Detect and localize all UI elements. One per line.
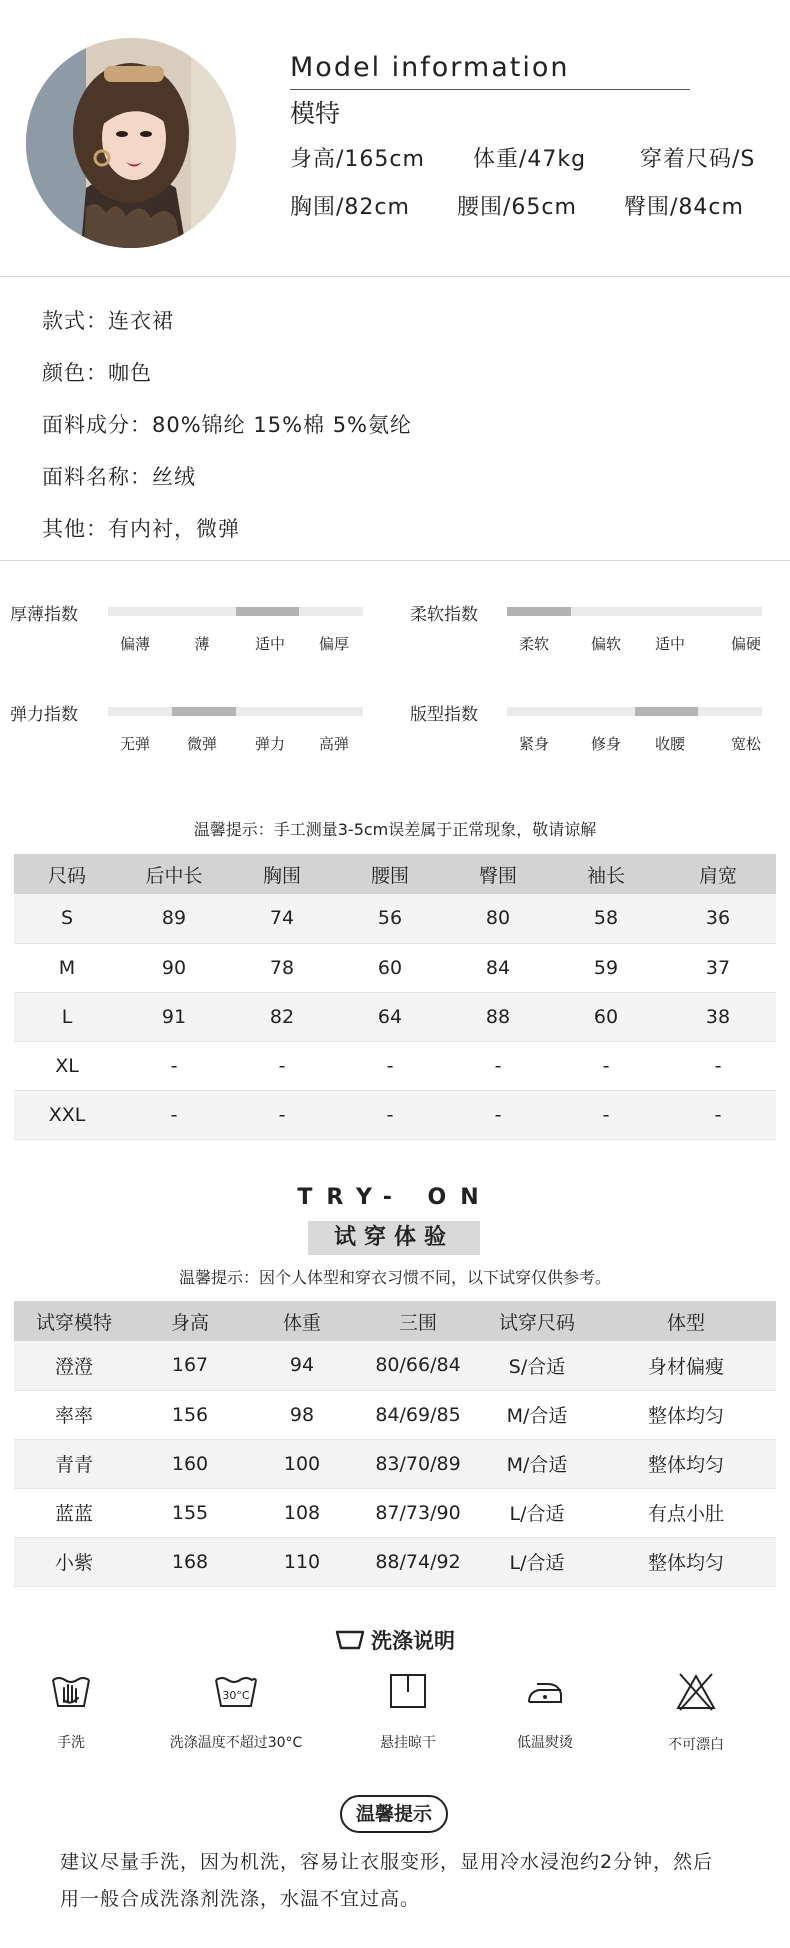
table-cell: 84/69/85 [358,1390,478,1439]
tryon-table [14,1301,776,1587]
index-label: 偏薄 [119,635,151,653]
index-track [507,707,762,716]
model-info-subtitle: 模特 [290,99,341,128]
table-cell: S/合适 [478,1341,596,1390]
index-label: 柔软 [518,635,550,653]
index-selected-segment [507,607,571,616]
model-info-title: Model information [290,52,570,83]
table-cell: 90 [120,943,228,992]
index-label: 微弹 [186,735,218,753]
index-label: 无弹 [119,735,151,753]
table-cell: 80/66/84 [358,1341,478,1390]
tryon-title-en: TRY- ON [297,1185,493,1210]
model-weight: 体重/47kg [473,147,587,172]
model-height: 身高/165cm [290,147,425,172]
table-cell: 83/70/89 [358,1439,478,1488]
table-header-cell: 腰围 [336,854,444,894]
table-cell: - [552,1090,660,1139]
wash-label: 不可漂白 [668,1737,724,1753]
table-cell: 110 [246,1537,358,1586]
table-cell: 整体均匀 [596,1439,776,1488]
index-track [507,607,762,616]
tips-badge: 温馨提示 [340,1795,448,1833]
table-cell: M [14,943,120,992]
table-cell: 有点小肚 [596,1488,776,1537]
divider [0,276,790,277]
table-cell: - [336,1041,444,1090]
table-cell: XXL [14,1090,120,1139]
product-style: 款式：连衣裙 [42,309,174,333]
table-cell: 青青 [14,1439,134,1488]
table-cell: 88/74/92 [358,1537,478,1586]
index-label: 收腰 [654,735,686,753]
tips-text-line2: 用一般合成洗涤剂洗涤，水温不宜过高。 [60,1888,421,1910]
table-cell: M/合适 [478,1439,596,1488]
index-label: 偏厚 [318,635,350,653]
table-cell: - [120,1090,228,1139]
table-row [14,1090,776,1139]
table-cell: 36 [660,894,776,943]
table-cell: 155 [134,1488,246,1537]
table-cell: 108 [246,1488,358,1537]
table-cell: S [14,894,120,943]
table-header-row [14,1301,776,1341]
hand-wash-icon [49,1672,93,1710]
tryon-title-cn: 试穿体验 [333,1225,454,1250]
table-cell: 160 [134,1439,246,1488]
table-cell: 91 [120,992,228,1041]
index-title: 厚薄指数 [10,605,78,625]
product-fabric-name: 面料名称：丝绒 [42,465,196,489]
table-cell: 94 [246,1341,358,1390]
model-size: 穿着尺码/S [640,147,756,172]
wash-item-hand-wash [0,1672,161,1752]
table-cell: 98 [246,1390,358,1439]
index-title: 弹力指数 [10,705,78,725]
tips-text-line1: 建议尽量手洗，因为机洗，容易让衣服变形，显用冷水浸泡约2分钟，然后 [60,1851,714,1873]
table-header-cell: 试穿模特 [14,1301,134,1341]
table-cell: - [228,1090,336,1139]
model-waist: 腰围/65cm [457,195,577,220]
index-track [108,707,363,716]
wash-item-30c [146,1672,326,1752]
table-header-cell: 尺码 [14,854,120,894]
table-cell: 澄澄 [14,1341,134,1390]
table-cell: 64 [336,992,444,1041]
table-cell: - [552,1041,660,1090]
table-header-cell: 试穿尺码 [478,1301,596,1341]
table-row [14,1390,776,1439]
index-title: 版型指数 [410,705,478,725]
table-cell: 82 [228,992,336,1041]
low-iron-icon [523,1672,567,1710]
table-cell: 整体均匀 [596,1537,776,1586]
table-cell: 59 [552,943,660,992]
table-cell: 74 [228,894,336,943]
divider [0,560,790,561]
table-header-cell: 胸围 [228,854,336,894]
table-cell: 87/73/90 [358,1488,478,1537]
index-label: 宽松 [730,735,762,753]
table-cell: 167 [134,1341,246,1390]
table-cell: 58 [552,894,660,943]
table-cell: L/合适 [478,1488,596,1537]
wash-basin-icon [335,1629,365,1651]
index-label: 适中 [254,635,286,653]
model-hip: 臀围/84cm [624,195,744,220]
model-section [0,0,790,276]
title-underline [290,89,690,90]
product-fabric: 面料成分：80%锦纶 15%棉 5%氨纶 [42,413,413,437]
table-cell: L/合适 [478,1537,596,1586]
table-cell: - [444,1041,552,1090]
table-header-cell: 臀围 [444,854,552,894]
table-cell: M/合适 [478,1390,596,1439]
table-cell: 88 [444,992,552,1041]
index-label: 紧身 [518,735,550,753]
table-header-row [14,854,776,894]
table-cell: 身材偏瘦 [596,1341,776,1390]
svg-text:30°C: 30°C [222,1689,250,1702]
wash-label: 洗涤温度不超过30°C [169,1735,303,1751]
table-header-cell: 三围 [358,1301,478,1341]
table-cell: - [660,1041,776,1090]
washing-title-row [0,1625,790,1655]
wash-30-icon [212,1672,260,1710]
table-header-cell: 袖长 [552,854,660,894]
table-cell: 小紫 [14,1537,134,1586]
index-selected-segment [635,707,699,716]
washing-title [335,1625,455,1655]
size-table [14,854,776,1140]
table-row [14,992,776,1041]
table-cell: 37 [660,943,776,992]
index-label: 弹力 [254,735,286,753]
table-cell: 60 [336,943,444,992]
table-cell: XL [14,1041,120,1090]
wash-label: 手洗 [57,1735,85,1751]
wash-label: 悬挂晾干 [380,1735,436,1751]
index-track [108,607,363,616]
model-bust: 胸围/82cm [290,195,410,220]
table-row [14,1341,776,1390]
table-cell: 78 [228,943,336,992]
no-bleach-icon [674,1672,718,1712]
size-note: 温馨提示：手工测量3-5cm误差属于正常现象，敬请谅解 [193,820,597,839]
product-other: 其他：有内衬，微弹 [42,517,240,541]
index-title: 柔软指数 [410,605,478,625]
table-header-cell: 后中长 [120,854,228,894]
table-row [14,894,776,943]
table-header-cell: 体重 [246,1301,358,1341]
table-cell: 89 [120,894,228,943]
table-cell: 蓝蓝 [14,1488,134,1537]
table-cell: 100 [246,1439,358,1488]
index-label: 高弹 [318,735,350,753]
table-cell: 整体均匀 [596,1390,776,1439]
table-row [14,1439,776,1488]
table-row [14,1537,776,1586]
table-cell: 60 [552,992,660,1041]
table-header-cell: 身高 [134,1301,246,1341]
table-header-cell: 肩宽 [660,854,776,894]
index-label: 适中 [654,635,686,653]
index-label: 薄 [194,635,210,653]
hang-dry-icon [388,1672,428,1710]
table-cell: - [444,1090,552,1139]
table-cell: - [660,1090,776,1139]
wash-item-no-bleach [606,1672,786,1754]
table-cell: 80 [444,894,552,943]
table-cell: L [14,992,120,1041]
table-row [14,943,776,992]
table-header-cell: 体型 [596,1301,776,1341]
index-label: 偏硬 [730,635,762,653]
table-cell: 56 [336,894,444,943]
index-selected-segment [172,707,236,716]
tryon-note: 温馨提示：因个人体型和穿衣习惯不同，以下试穿仅供参考。 [178,1268,611,1287]
product-color: 颜色：咖色 [42,361,152,385]
index-label: 偏软 [590,635,622,653]
index-label: 修身 [590,735,622,753]
index-selected-segment [236,607,300,616]
wash-label: 低温熨烫 [517,1735,573,1751]
table-row [14,1488,776,1537]
table-cell: 38 [660,992,776,1041]
table-cell: - [228,1041,336,1090]
table-cell: - [336,1090,444,1139]
table-cell: 84 [444,943,552,992]
table-cell: - [120,1041,228,1090]
washing-title-text: 洗涤说明 [371,1629,455,1653]
table-row [14,1041,776,1090]
model-photo [26,38,236,248]
table-cell: 率率 [14,1390,134,1439]
table-cell: 156 [134,1390,246,1439]
table-cell: 168 [134,1537,246,1586]
